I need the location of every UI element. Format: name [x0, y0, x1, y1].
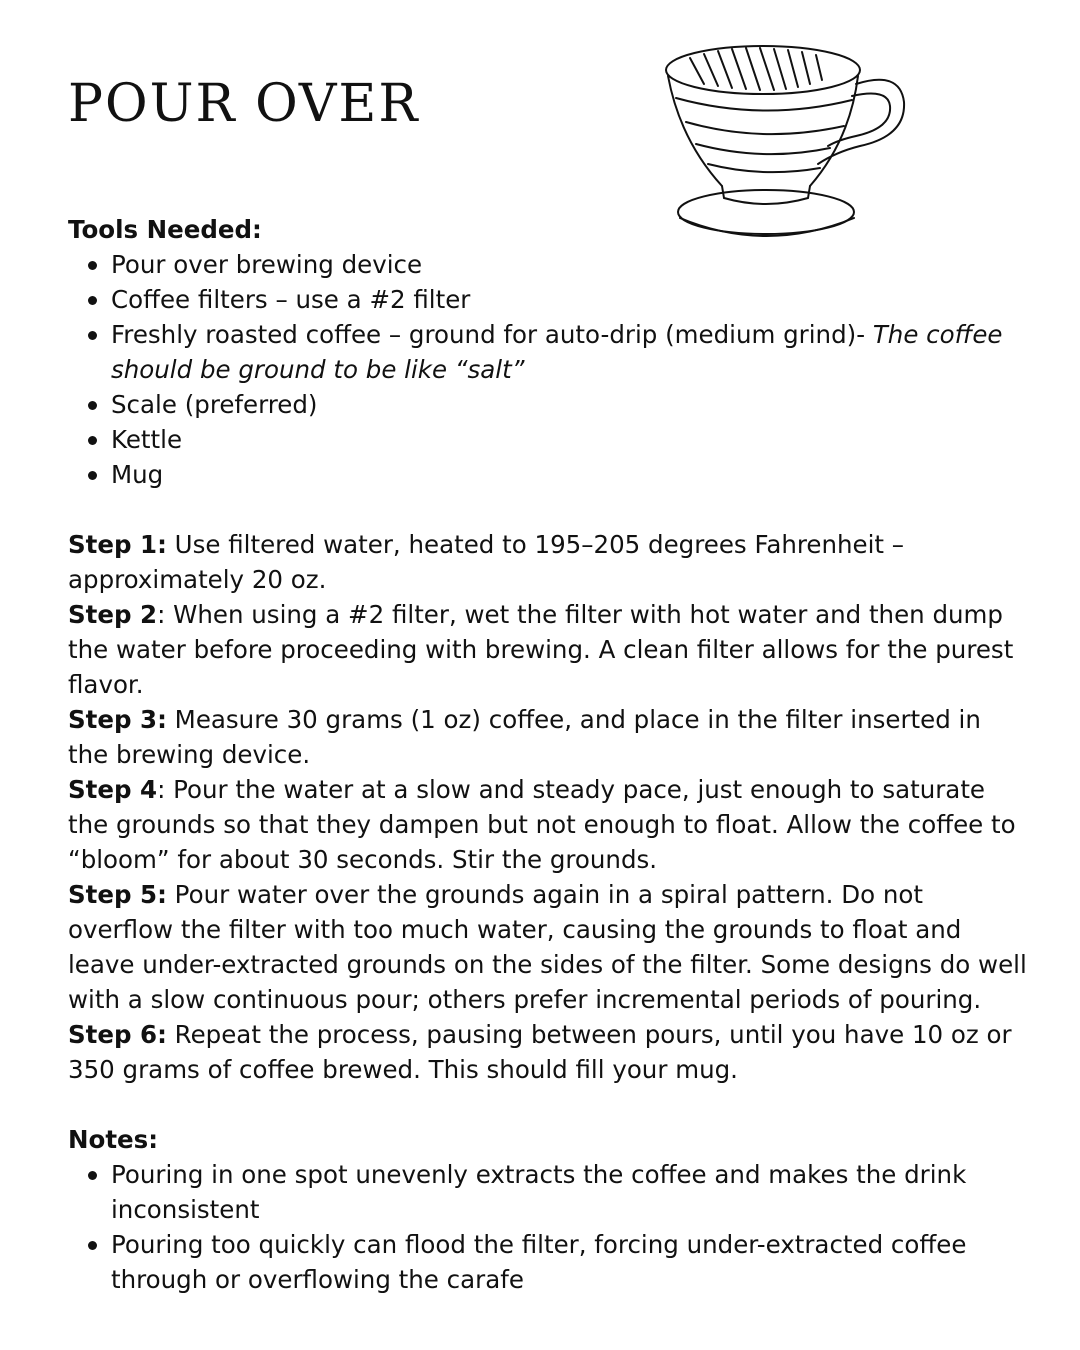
notes-heading: Notes:	[68, 1125, 159, 1154]
step-label: Step 6:	[68, 1020, 167, 1049]
tools-list	[68, 247, 1028, 492]
list-item: Pouring too quickly can flood the filter, forcing under-extracted coffee through or overflowing the carafe	[111, 1227, 1028, 1297]
step-label: Step 5:	[68, 880, 167, 909]
tools-heading: Tools Needed:	[68, 215, 262, 244]
step-2: Step 2: When using a #2 filter, wet the filter with hot water and then dump the water before proceeding with brewing. A clean filter allows for the purest flavor.	[68, 600, 1014, 699]
step-3: Step 3: Measure 30 grams (1 oz) coffee, and place in the filter inserted in the brewing device.	[68, 705, 981, 769]
spacer	[68, 1087, 1028, 1122]
recipe-content	[68, 212, 1028, 1297]
step-label: Step 2	[68, 600, 158, 629]
step-4: Step 4: Pour the water at a slow and steady pace, just enough to saturate the grounds so that they dampen but not enough to float. Allow the coffee to “bloom” for about 30 seconds. Stir the grounds.	[68, 775, 1016, 874]
step-5: Step 5: Pour water over the grounds again in a spiral pattern. Do not overflow the filter with too much water, causing the grounds to float and leave under-extracted grounds on the sides of the filter. Some designs do well with a slow continuous pour; others prefer incremental periods of pouring.	[68, 880, 1027, 1014]
page-title: POUR OVER	[68, 74, 420, 134]
steps-section	[68, 527, 1028, 1087]
list-item: Pouring in one spot unevenly extracts the coffee and makes the drink inconsistent	[111, 1157, 1028, 1227]
step-label: Step 1:	[68, 530, 167, 559]
list-item: Freshly roasted coffee – ground for auto-drip (medium grind)- The coffee should be ground to be like “salt”	[111, 317, 1028, 387]
list-item: Kettle	[111, 422, 1028, 457]
notes-list	[68, 1157, 1028, 1297]
list-item: Coffee filters – use a #2 filter	[111, 282, 1028, 317]
step-label: Step 4	[68, 775, 158, 804]
step-6: Step 6: Repeat the process, pausing between pours, until you have 10 oz or 350 grams of coffee brewed. This should fill your mug.	[68, 1020, 1012, 1084]
list-item: Scale (preferred)	[111, 387, 1028, 422]
list-item: Mug	[111, 457, 1028, 492]
italic-note: The coffee should be ground to be like “salt”	[111, 320, 1003, 384]
list-item: Pour over brewing device	[111, 247, 1028, 282]
spacer	[68, 492, 1028, 527]
step-1: Step 1: Use filtered water, heated to 195–205 degrees Fahrenheit – approximately 20 oz.	[68, 530, 905, 594]
step-label: Step 3:	[68, 705, 167, 734]
